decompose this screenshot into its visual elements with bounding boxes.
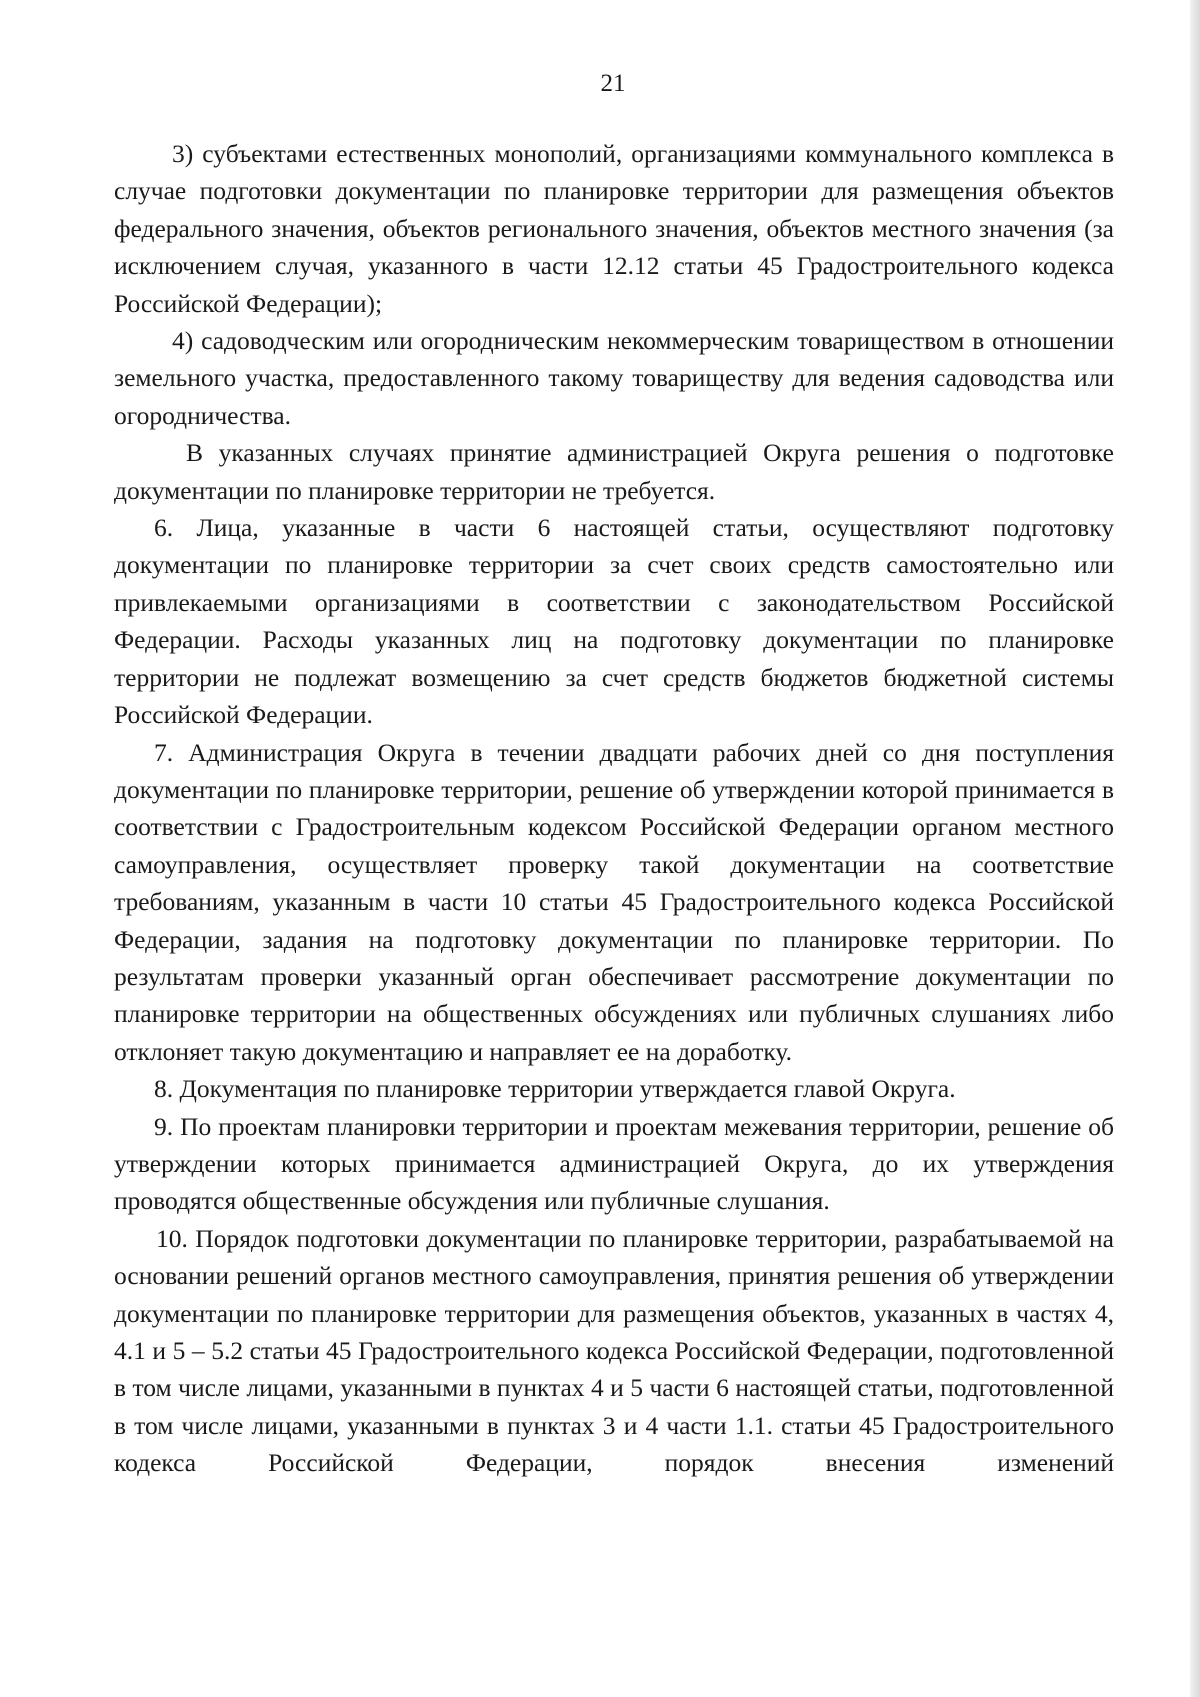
document-body (114, 135, 1114, 1482)
paragraph-8: 8. Документация по планировке территории утверждается главой Округа. (154, 1074, 956, 1104)
page-edge-shadow (1190, 0, 1200, 1697)
paragraph-item-4: 4) садоводческим или огородническим некоммерческим товариществом в отношении земельного участка, предоставленного такому товариществу для ведения садоводства или огородничества. (114, 326, 1114, 430)
paragraph-note: В указанных случаях принятие администрацией Округа решения о подготовке документации по планировке территории не требуется. (114, 438, 1114, 505)
paragraph-item-3: 3) субъектами естественных монополий, организациями коммунального комплекса в случае подготовки документации по планировке территории для размещения объектов федерального значения, объектов регионального значения, объектов местного значения (за исключением случая, указанного в части 12.12 статьи 45 Градостроительного кодекса Российской Федерации); (114, 139, 1114, 318)
paragraph-6: 6. Лица, указанные в части 6 настоящей статьи, осуществляют подготовку документации по планировке территории за счет своих средств самостоятельно или привлекаемыми организациями в соответствии с законодательством Российской Федерации. Расходы указанных лиц на подготовку документации по планировке территории не подлежат возмещению за счет средств бюджетов бюджетной системы Российской Федерации. (114, 513, 1114, 730)
paragraph-7: 7. Администрация Округа в течении двадцати рабочих дней со дня поступления документации по планировке территории, решение об утверждении которой принимается в соответствии с Градостроительным кодексом Российской Федерации органом местного самоуправления, осуществляет проверку такой документации на соответствие требованиям, указанным в части 10 статьи 45 Градостроительного кодекса Российской Федерации, задания на подготовку документации по планировке территории. По результатам проверки указанный орган обеспечивает рассмотрение документации по планировке территории на общественных обсуждениях или публичных слушаниях либо отклоняет такую документацию и направляет ее на доработку. (114, 737, 1114, 1066)
page-number: 21 (600, 70, 626, 97)
paragraph-10: 10. Порядок подготовки документации по планировке территории, разрабатываемой на основании решений органов местного самоуправления, принятия решения об утверждении документации по планировке территории для размещения объектов, указанных в частях 4, 4.1 и 5 – 5.2 статьи 45 Градостроительного кодекса Российской Федерации, подготовленной в том числе лицами, указанными в пунктах 4 и 5 части 6 настоящей статьи, подготовленной в том числе лицами, указанными в пунктах 3 и 4 части 1.1. статьи 45 Градостроительного кодекса Российской Федерации, порядок внесения изменений (114, 1223, 1114, 1478)
paragraph-9: 9. По проектам планировки территории и проектам межевания территории, решение об утверждении которых принимается администрацией Округа, до их утверждения проводятся общественные обсуждения или публичные слушания. (114, 1111, 1114, 1216)
